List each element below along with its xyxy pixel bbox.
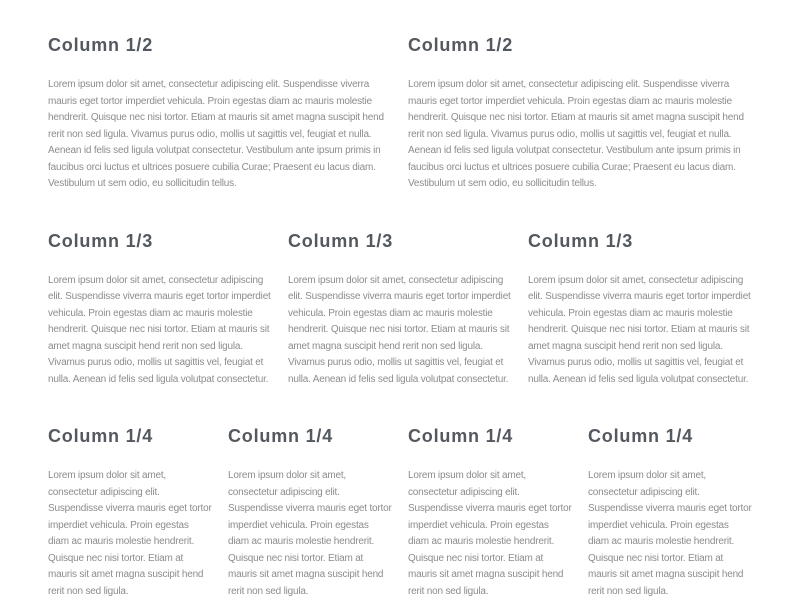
columns-row-third: [48, 231, 752, 389]
column-heading: Column 1/4: [408, 426, 514, 446]
column: [528, 231, 752, 389]
column-paragraph: Lorem ipsum dolor sit amet, consectetur adipiscing elit. Suspendisse viverra mauris eget tortor imperdiet vehicula. Proin egestas diam ac mauris molestie hendrerit. Quisque nec nisi tortor. Etiam at mauris sit amet magna suscipit hend rerit non sed ligula. Vivamus purus odio, mollis ut sagittis vel, feugiat et nulla. Aenean id felis sed ligula volutpat consectetur. Vestibulum ante ipsum primis in faucibus orci luctus et ultrices posuere cubilia Curae; Praesent eu lacus diam. Vestibulum ut sem odio, eu sollicitudin tellus.: [408, 79, 744, 189]
column: [408, 426, 572, 600]
column: [48, 231, 272, 389]
column-heading: Column 1/2: [408, 35, 514, 55]
column-paragraph: Lorem ipsum dolor sit amet, consectetur adipiscing elit. Suspendisse viverra mauris eget tortor imperdiet vehicula. Proin egestas diam ac mauris molestie hendrerit. Quisque nec nisi tortor. Etiam at mauris sit amet magna suscipit hend rerit non sed ligula. Vivamus purus odio, mollis ut sagittis vel, feugiat et nulla. Aenean id felis sed ligula volutpat consectetur.: [288, 274, 511, 385]
column: [408, 35, 752, 193]
column: [48, 35, 392, 193]
columns-row-half: [48, 35, 752, 193]
column-heading: Column 1/3: [288, 230, 394, 251]
column-heading: Column 1/4: [228, 426, 334, 446]
column: [288, 231, 512, 389]
column-paragraph: Lorem ipsum dolor sit amet, consectetur adipiscing elit. Suspendisse viverra mauris eget tortor imperdiet vehicula. Proin egestas diam ac mauris molestie hendrerit. Quisque nec nisi tortor. Etiam at mauris sit amet magna suscipit hend rerit non sed ligula.: [408, 470, 572, 597]
column-heading: Column 1/3: [528, 230, 634, 251]
column-paragraph: Lorem ipsum dolor sit amet, consectetur adipiscing elit. Suspendisse viverra mauris eget tortor imperdiet vehicula. Proin egestas diam ac mauris molestie hendrerit. Quisque nec nisi tortor. Etiam at mauris sit amet magna suscipit hend rerit non sed ligula.: [588, 470, 752, 597]
column: [588, 426, 752, 600]
column: [48, 426, 212, 600]
column-heading: Column 1/4: [588, 426, 694, 446]
column-heading: Column 1/4: [48, 426, 154, 446]
column-paragraph: Lorem ipsum dolor sit amet, consectetur adipiscing elit. Suspendisse viverra mauris eget tortor imperdiet vehicula. Proin egestas diam ac mauris molestie hendrerit. Quisque nec nisi tortor. Etiam at mauris sit amet magna suscipit hend rerit non sed ligula.: [48, 470, 212, 597]
column-heading: Column 1/2: [48, 35, 154, 55]
column-paragraph: Lorem ipsum dolor sit amet, consectetur adipiscing elit. Suspendisse viverra mauris eget tortor imperdiet vehicula. Proin egestas diam ac mauris molestie hendrerit. Quisque nec nisi tortor. Etiam at mauris sit amet magna suscipit hend rerit non sed ligula.: [228, 470, 392, 597]
column-heading: Column 1/3: [48, 230, 154, 251]
column-paragraph: Lorem ipsum dolor sit amet, consectetur adipiscing elit. Suspendisse viverra mauris eget tortor imperdiet vehicula. Proin egestas diam ac mauris molestie hendrerit. Quisque nec nisi tortor. Etiam at mauris sit amet magna suscipit hend rerit non sed ligula. Vivamus purus odio, mollis ut sagittis vel, feugiat et nulla. Aenean id felis sed ligula volutpat consectetur.: [528, 274, 751, 385]
columns-row-quarter: [48, 426, 752, 600]
column-paragraph: Lorem ipsum dolor sit amet, consectetur adipiscing elit. Suspendisse viverra mauris eget tortor imperdiet vehicula. Proin egestas diam ac mauris molestie hendrerit. Quisque nec nisi tortor. Etiam at mauris sit amet magna suscipit hend rerit non sed ligula. Vivamus purus odio, mollis ut sagittis vel, feugiat et nulla. Aenean id felis sed ligula volutpat consectetur. Vestibulum ante ipsum primis in faucibus orci luctus et ultrices posuere cubilia Curae; Praesent eu lacus diam. Vestibulum ut sem odio, eu sollicitudin tellus.: [48, 79, 384, 189]
column: [228, 426, 392, 600]
column-paragraph: Lorem ipsum dolor sit amet, consectetur adipiscing elit. Suspendisse viverra mauris eget tortor imperdiet vehicula. Proin egestas diam ac mauris molestie hendrerit. Quisque nec nisi tortor. Etiam at mauris sit amet magna suscipit hend rerit non sed ligula. Vivamus purus odio, mollis ut sagittis vel, feugiat et nulla. Aenean id felis sed ligula volutpat consectetur.: [48, 274, 271, 385]
